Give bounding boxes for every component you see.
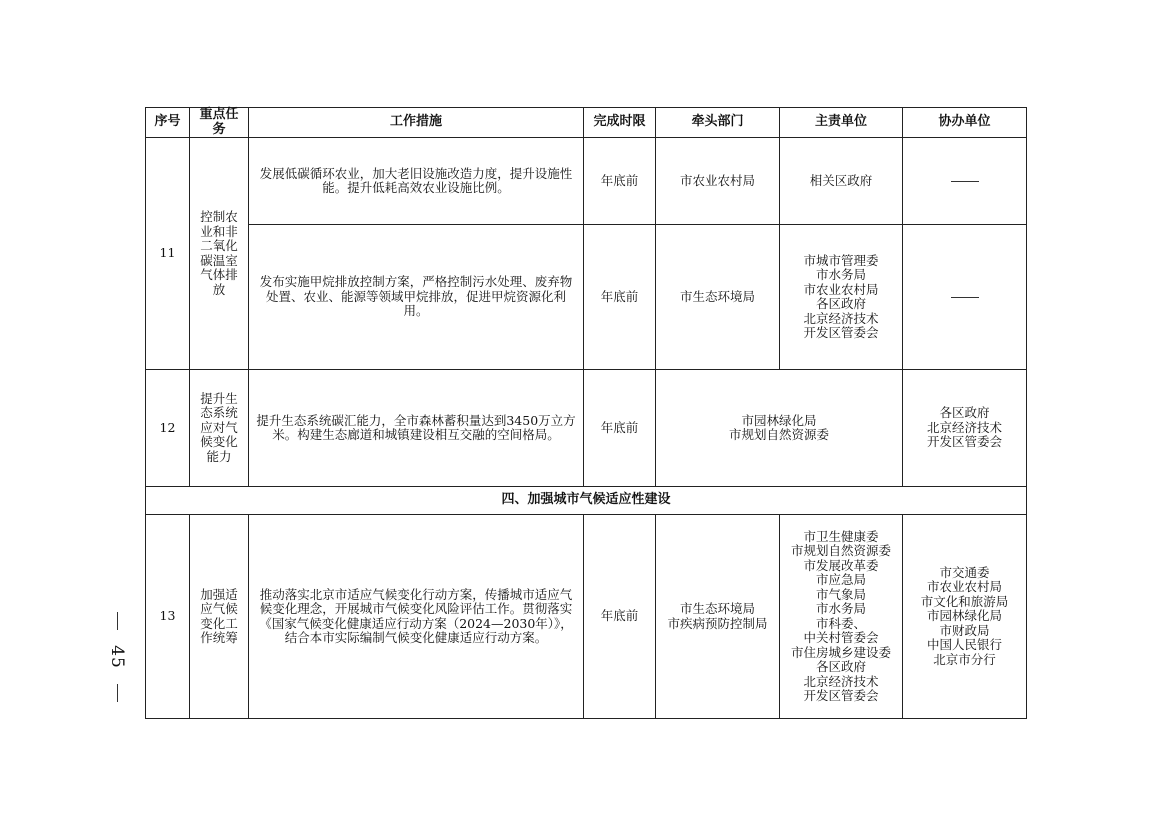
header-task: 重点任务 — [190, 108, 249, 138]
row-assist-unit — [903, 138, 1027, 225]
row-serial: 13 — [146, 515, 190, 719]
row-main-unit: 市城市管理委 市水务局 市农业农村局 各区政府 北京经济技术 开发区管委会 — [780, 225, 903, 370]
table-row — [146, 515, 1027, 719]
row-deadline: 年底前 — [584, 225, 656, 370]
row-task: 加强适应气候变化工作统筹 — [190, 515, 249, 719]
row-deadline: 年底前 — [584, 370, 656, 487]
header-deadline: 完成时限 — [584, 108, 656, 138]
row-deadline: 年底前 — [584, 515, 656, 719]
row-lead-dept: 市农业农村局 — [656, 138, 780, 225]
row-measure: 发布实施甲烷排放控制方案，严格控制污水处理、废弃物处置、农业、能源等领域甲烷排放，促进甲烷资源化利用。 — [249, 225, 584, 370]
section-row — [146, 487, 1027, 515]
row-main-unit: 相关区政府 — [780, 138, 903, 225]
header-serial: 序号 — [146, 108, 190, 138]
row-measure: 发展低碳循环农业，加大老旧设施改造力度，提升设施性能。提升低耗高效农业设施比例。 — [249, 138, 584, 225]
row-assist-unit: 各区政府 北京经济技术 开发区管委会 — [903, 370, 1027, 487]
header-measure: 工作措施 — [249, 108, 584, 138]
section-title: 四、加强城市气候适应性建设 — [146, 487, 1027, 515]
page-number-text: 45 — [106, 645, 127, 669]
row-lead-and-main: 市园林绿化局 市规划自然资源委 — [656, 370, 903, 487]
table-row — [146, 370, 1027, 487]
page-number — [103, 612, 131, 702]
row-main-unit: 市卫生健康委 市规划自然资源委 市发展改革委 市应急局 市气象局 市水务局 市科委、 中关村管委会 市住房城乡建设委 各区政府 北京经济技术 开发区管委会 — [780, 515, 903, 719]
row-task: 提升生态系统应对气候变化能力 — [190, 370, 249, 487]
header-main-unit: 主责单位 — [780, 108, 903, 138]
row-measure: 提升生态系统碳汇能力，全市森林蓄积量达到3450万立方米。构建生态廊道和城镇建设相互交融的空间格局。 — [249, 370, 584, 487]
header-lead-dept: 牵头部门 — [656, 108, 780, 138]
dash-placeholder — [951, 297, 979, 298]
page-number-rule — [117, 612, 118, 630]
row-assist-unit — [903, 225, 1027, 370]
row-assist-unit: 市交通委 市农业农村局 市文化和旅游局 市园林绿化局 市财政局 中国人民银行 北京市分行 — [903, 515, 1027, 719]
row-measure: 推动落实北京市适应气候变化行动方案，传播城市适应气候变化理念，开展城市气候变化风险评估工作。贯彻落实《国家气候变化健康适应行动方案（2024—2030年）》，结合本市实际编制气候变化健康适应行动方案。 — [249, 515, 584, 719]
table-row — [146, 225, 1027, 370]
work-plan-table — [145, 107, 1027, 719]
header-assist-unit: 协办单位 — [903, 108, 1027, 138]
row-deadline: 年底前 — [584, 138, 656, 225]
row-lead-dept: 市生态环境局 — [656, 225, 780, 370]
row-task: 控制农业和非二氧化碳温室气体排放 — [190, 138, 249, 370]
dash-placeholder — [951, 181, 979, 182]
table-row — [146, 138, 1027, 225]
row-serial: 12 — [146, 370, 190, 487]
table-header-row — [146, 108, 1027, 138]
page-number-rule — [117, 684, 118, 702]
row-serial: 11 — [146, 138, 190, 370]
row-lead-dept: 市生态环境局 市疾病预防控制局 — [656, 515, 780, 719]
